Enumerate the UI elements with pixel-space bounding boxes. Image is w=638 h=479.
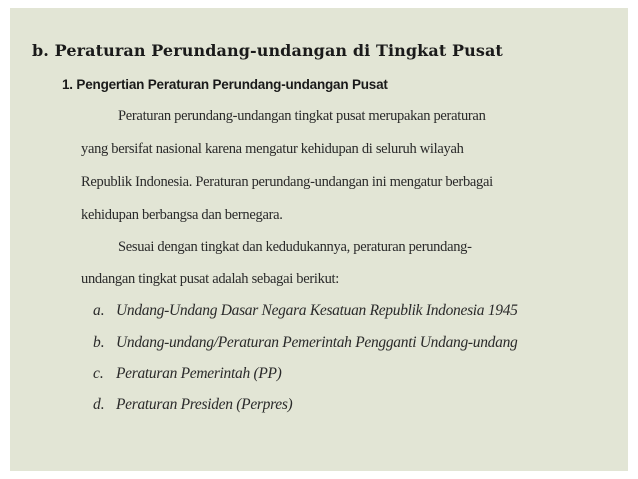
paragraph-1-line-1: Peraturan perundang-undangan tingkat pusat merupakan peraturan [118,108,486,124]
list-item-c-marker: c. [93,365,104,382]
list-item-d-marker: d. [93,396,105,413]
paragraph-2-line-1: Sesuai dengan tingkat dan kedudukannya, peraturan perundang- [118,239,472,255]
paragraph-1-line-4: kehidupan berbangsa dan bernegara. [81,207,283,223]
paragraph-1-line-3: Republik Indonesia. Peraturan perundang-undangan ini mengatur berbagai [81,174,493,190]
paragraph-2-line-2: undangan tingkat pusat adalah sebagai berikut: [81,271,339,287]
list-item-d-text: Peraturan Presiden (Perpres) [116,396,293,413]
section-subheading: 1. Pengertian Peraturan Perundang-undangan Pusat [62,77,388,92]
list-item-c-text: Peraturan Pemerintah (PP) [116,365,282,382]
slide [10,8,628,471]
paragraph-1-line-2: yang bersifat nasional karena mengatur kehidupan di seluruh wilayah [81,141,464,157]
list-item-a-marker: a. [93,302,105,319]
list-item-b-marker: b. [93,334,105,351]
section-heading: b. Peraturan Perundang-undangan di Tingkat Pusat [32,41,503,60]
list-item-a-text: Undang-Undang Dasar Negara Kesatuan Republik Indonesia 1945 [116,302,518,319]
list-item-b-text: Undang-undang/Peraturan Pemerintah Pengganti Undang-undang [116,334,518,351]
